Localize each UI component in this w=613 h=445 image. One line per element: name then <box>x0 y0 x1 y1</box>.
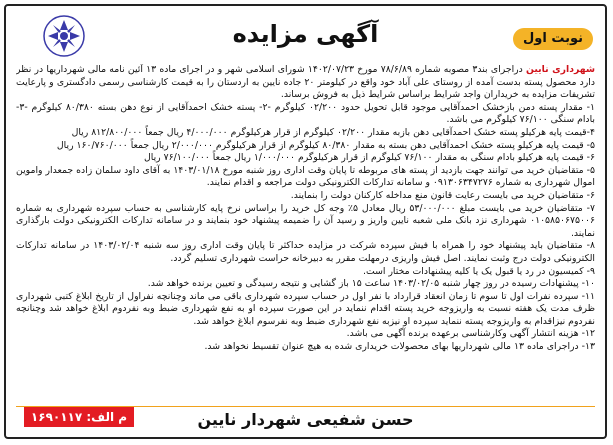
clause-10: ۱۰- پیشنهادات رسیده در روز چهار شنبه ۱۴۰۳/۰۲/۰۵ ساعت ۱۵ باز گشایی و نتیجه رسیدگی و تعیین برنده خواهد شد. <box>147 278 595 290</box>
clause-3: ۵- قیمت پایه هرکیلو پسته خشک احمدآقایی دهن بسته به مقدار ۸۰/۳۸۰ کیلوگرم از قرار هرکیلوگرم ۲/۰۰۰/۰۰۰ ریال جمعاً ۱۶۰/۷۶۰/۰۰۰ ریال <box>56 139 595 151</box>
intro-lead: شهرداری نایین <box>526 64 595 75</box>
clause-12: ۱۲- هزینه انتشار آگهی وکارشناسی برعهده برنده آگهی می باشد. <box>346 328 595 340</box>
intro-text: دراجرای بند۳ مصوبه شماره ۷۸/۶/۸۹ مورخ ۱۴۰۲/۰۷/۲۳ شورای اسلامی شهر و در اجرای ماده ۱۳ آئین نامه مالی شهرداریها در نظر دارد محصول پسته بدست آمده از روستای علی آباد خود واقع در کیلومتر ۲۰ جاده نایین به اردستان را به قیمت کارشناسی رسمی دادگستری و پارعایت تشریفات مزایده به خریداران واجد شرایط براساس شرایط ذیل به فروش برساند. <box>16 64 595 101</box>
clause-6: ۶- متقاضیان خرید می بایست رعایت قانون منع مداخله کارکنان دولت را بنمایند. <box>290 189 595 201</box>
notice-title: آگهی مزایده <box>232 20 379 48</box>
clause-4: ۶- قیمت پایه هرکیلو بادام سنگی به مقدار ۷۶/۱۰۰ کیلوگرم از قرار هرکیلوگرم ۱/۰۰۰/۰۰۰ ریال جمعاً ۷۶/۱۰۰/۰۰۰ ریال <box>143 152 595 164</box>
clause-13: ۱۳- دراجرای ماده ۱۳ مالی شهرداریها بهای محصولات خریداری شده به هیچ عنوان تقسیط نخواهد شد. <box>204 341 595 353</box>
clause-7: ۷- متقاضیان خرید می بایست مبلغ ۵۳/۰۰۰/۰۰۰ ریال معادل ۵٪ وجه کل خرید را براساس نرخ پایه کارشناسی به حساب سپرده شهرداری به شماره ۰۱۰۵۸۵۰۶۷۵۰۰۶ شهرداری نزد بانک ملی شعبه نایین واریز و رسید آن را ضمیمه پیشنهاد خود بنمایند و در سامانه تدارکات الکترونیکی دولت بارگذاری نمایند. <box>16 202 595 239</box>
intro-paragraph <box>16 64 595 102</box>
municipality-logo-icon <box>42 14 86 58</box>
notice-body <box>16 64 595 384</box>
notice-header <box>6 6 605 60</box>
clause-8: ۸- متقاضیان باید پیشنهاد خود را همراه با فیش سپرده شرکت در مزایده حداکثر تا پایان وقت اداری روز سه شنبه ۱۴۰۳/۰۲/۰۴ در سامانه تدارکات الکترونیکی دولت درج وثبت نمایند. اصل فیش واریزی درمهلت مقرر به دبیرخانه حراست شهرداری تسلیم گردد. <box>16 240 595 264</box>
notice-frame <box>4 4 607 439</box>
ad-code-badge: م الف: ۱۶۹۰۱۱۷ <box>24 407 134 427</box>
clause-11: ۱۱- سپرده نفرات اول تا سوم تا زمان انعقاد قرارداد با نفر اول در حساب سپرده شهرداری باقی می ماند وچنانچه نفراول از تاریخ ابلاغ کتبی شهرداری ظرف مدت یک هفته نسبت به واریزوجه خرید پسته اقدام ننماید در این صورت سپرده او به نفع شهرداری ضبط وبه نفردوم ابلاغ خواهد شد وچنانچه نفردوم نیزاقدام به واریزوجه پسته ننماید سپرده او نیزبه نفع شهرداری ضبط وبه نفرسوم ابلاغ خواهد شد. <box>16 290 595 327</box>
clause-2: ۴-قیمت پایه هرکیلو پسته خشک احمدآقایی دهن بازبه مقدار ۰۲/۲۰۰ کیلوگرم از قرار هرکیلوگرم ۴/۰۰۰/۰۰۰ ریال جمعاً ۸۱۲/۸۰۰/۰۰۰ ریال <box>71 126 595 138</box>
signature-line: حسن شفیعی شهردار نایین <box>197 410 414 429</box>
clause-9: ۹- کمیسیون در رد یا قبول یک یا کلیه پیشنهادات مختار است. <box>363 265 595 277</box>
publication-badge: نوبت اول <box>513 28 593 50</box>
clause-5: ۵- متقاضیان خرید می توانند جهت بازدید از پسته های مربوطه تا پایان وقت اداری روز شنبه مورخ ۱۴۰۳/۰۱/۱۸ به آقای داود سلمان زاده جمعدار واموین اموال شهرداری به شماره ۰۹۱۳۰۶۳۴۷۲۷۶ و سامانه تدارکات الکترونیکی دولت مراجعه و اقدام نمایند. <box>16 164 595 189</box>
clause-1: ۱- مقدار پسته دمن بازخشک احمدآقایی موجود قابل تحویل حدود ۰۲/۲۰۰ کیلوگرم -۲- پسته خشک احمدآقایی از نوع دهن بسته ۸۰/۳۸۰ کیلوگرم -۳- بادام سنگی ۷۶/۱۰۰ کیلوگرم می باشد. <box>16 101 595 126</box>
